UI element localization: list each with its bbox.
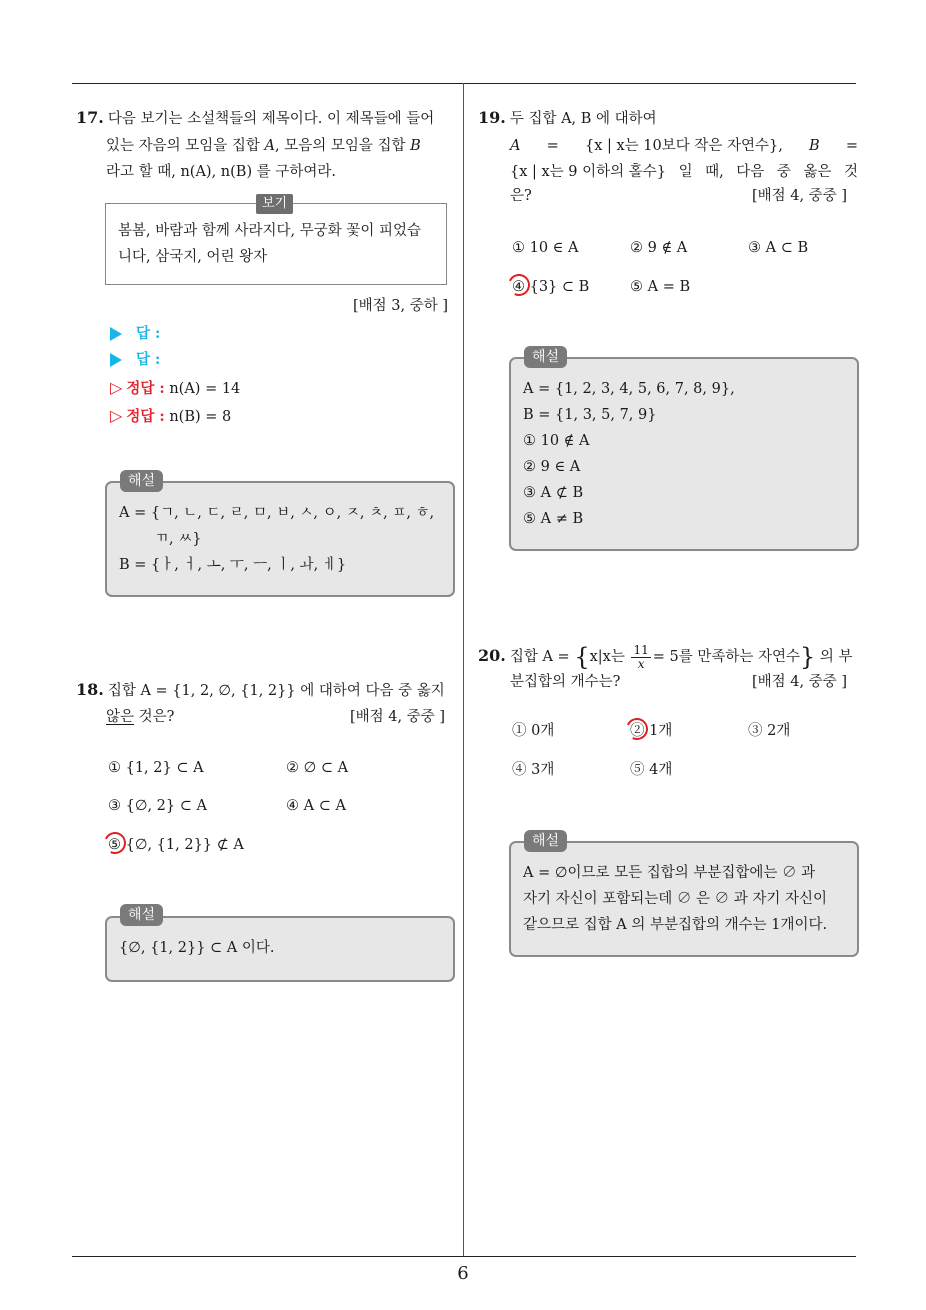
q17-sol-line-1: A = {ㄱ, ㄴ, ㄷ, ㄹ, ㅁ, ㅂ, ㅅ, ㅇ, ㅈ, ㅊ, ㅍ, ㅎ, (119, 505, 435, 521)
q17-correct-2-value: n(B) = 8 (169, 409, 232, 425)
q20-choice-2: ② 1개 (630, 723, 673, 739)
q19-sol-line-3: ① 10 ∉ A (523, 433, 590, 449)
q17-line-1: 17. 다음 보기는 소설책들의 제목이다. 이 제목들에 들어 (76, 108, 435, 127)
q19-line-2: A = {x | x는 10보다 작은 자연수}, B = (510, 138, 858, 154)
q17-solution-tab: 해설 (120, 470, 163, 492)
q19-sol-line-2: B = {1, 3, 5, 7, 9} (523, 407, 657, 423)
q17-bogi-line-1: 봄봄, 바람과 함께 사라지다, 무궁화 꽃이 피었습 (118, 223, 422, 239)
q18-choice-3: ③ {∅, 2} ⊂ A (108, 798, 207, 814)
q19-sol-line-4: ② 9 ∈ A (523, 459, 581, 475)
q20-choice-5: ⑤ 4개 (630, 762, 673, 778)
q19-solution-tab: 해설 (524, 346, 567, 368)
q17-correct-1-value: n(A) = 14 (169, 381, 241, 397)
q20-number: 20. (478, 646, 506, 665)
q18-score: [배점 4, 중중 ] (350, 709, 446, 725)
q17-answer-2: 답 : (110, 350, 160, 370)
q18-line-1: 18. 집합 A = {1, 2, ∅, {1, 2}} 에 대하여 다음 중 옳지 (76, 680, 445, 699)
q19-sol-line-1: A = {1, 2, 3, 4, 5, 6, 7, 8, 9}, (523, 381, 735, 397)
q20-sol-line-1: A = ∅이므로 모든 집합의 부분집합에는 ∅ 과 (523, 865, 816, 881)
q18-solution-tab: 해설 (120, 904, 163, 926)
q20-sol-line-3: 같으므로 집합 A 의 부분집합의 개수는 1개이다. (523, 917, 828, 933)
q19-choice-3: ③ A ⊂ B (748, 240, 809, 256)
q20-solution-box (509, 841, 859, 957)
q19-line-1: 19. 두 집합 A, B 에 대하여 (478, 108, 657, 127)
q19-choice-2: ② 9 ∉ A (630, 240, 688, 256)
q20-line-1: 20. 집합 A = {x|x는 $\frac{11}{x}$ = 5를 만족하는 자연수} 의 부 (478, 642, 853, 671)
q17-score: [배점 3, 중하 ] (353, 298, 449, 314)
q20-line-2: 분집합의 개수는? (510, 674, 621, 690)
q18-choice-4: ④ A ⊂ A (286, 798, 346, 814)
q19-solution-box (509, 357, 859, 551)
q20-sol-line-2: 자기 자신이 포함되는데 ∅ 은 ∅ 과 자기 자신이 (523, 891, 827, 907)
q20-fraction: $\frac{11}{x}$ (633, 642, 649, 671)
q19-choice-4: ④ {3} ⊂ B (512, 279, 590, 295)
q17-answer-1: 답 : (110, 324, 160, 344)
q19-choice-1: ① 10 ∈ A (512, 240, 579, 256)
q17-correct-2: ▷ 정답 : n(B) = 8 (110, 406, 232, 425)
q20-choice-4: ④ 3개 (512, 762, 555, 778)
q17-line-3: 라고 할 때, n(A), n(B) 를 구하여라. (106, 164, 336, 180)
q17-bogi-box (105, 203, 447, 285)
q18-choice-1: ① {1, 2} ⊂ A (108, 760, 204, 776)
q19-number: 19. (478, 108, 506, 127)
q18-choice-5: ⑤ {∅, {1, 2}} ⊄ A (108, 837, 244, 853)
triangle-outline-icon: ▷ (110, 406, 123, 425)
q20-score: [배점 4, 중중 ] (752, 674, 848, 690)
q17-line-2: 있는 자음의 모임을 집합 A, 모음의 모임을 집합 B (106, 138, 421, 154)
left-brace: { (574, 643, 590, 671)
q19-sol-line-6: ⑤ A ≠ B (523, 511, 584, 527)
play-triangle-icon (110, 327, 122, 341)
top-rule (72, 83, 856, 84)
q17-sol-line-2: ㄲ, ㅆ} (155, 531, 202, 547)
q18-sol-line-1: {∅, {1, 2}} ⊂ A 이다. (119, 940, 275, 956)
column-divider (463, 83, 464, 1256)
q20-choice-1: ① 0개 (512, 723, 555, 739)
q17-correct-1: ▷ 정답 : n(A) = 14 (110, 378, 241, 397)
triangle-outline-icon: ▷ (110, 378, 123, 397)
q19-line-4: 은? (510, 188, 532, 204)
q18-line-2: 않은 것은? (106, 709, 175, 725)
bottom-rule (72, 1256, 856, 1257)
q17-number: 17. (76, 108, 104, 127)
q19-choice-5: ⑤ A = B (630, 279, 691, 295)
q18-choice-2: ② ∅ ⊂ A (286, 760, 349, 776)
q19-score: [배점 4, 중중 ] (752, 188, 848, 204)
q19-sol-line-5: ③ A ⊄ B (523, 485, 584, 501)
q20-choice-3: ③ 2개 (748, 723, 791, 739)
play-triangle-icon (110, 353, 122, 367)
q18-number: 18. (76, 680, 104, 699)
q20-solution-tab: 해설 (524, 830, 567, 852)
q17-sol-line-3: B = {ㅏ, ㅓ, ㅗ, ㅜ, ㅡ, ㅣ, ㅘ, ㅔ} (119, 557, 347, 573)
q19-line-3: {x | x는 9 이하의 홀수} 일 때, 다음 중 옳은 것 (510, 164, 858, 180)
right-brace: } (800, 643, 816, 671)
page-number: 6 (457, 1263, 469, 1284)
q17-solution-box (105, 481, 455, 597)
q17-bogi-tab: 보기 (256, 194, 293, 214)
q17-bogi-line-2: 니다, 삼국지, 어린 왕자 (118, 249, 268, 265)
